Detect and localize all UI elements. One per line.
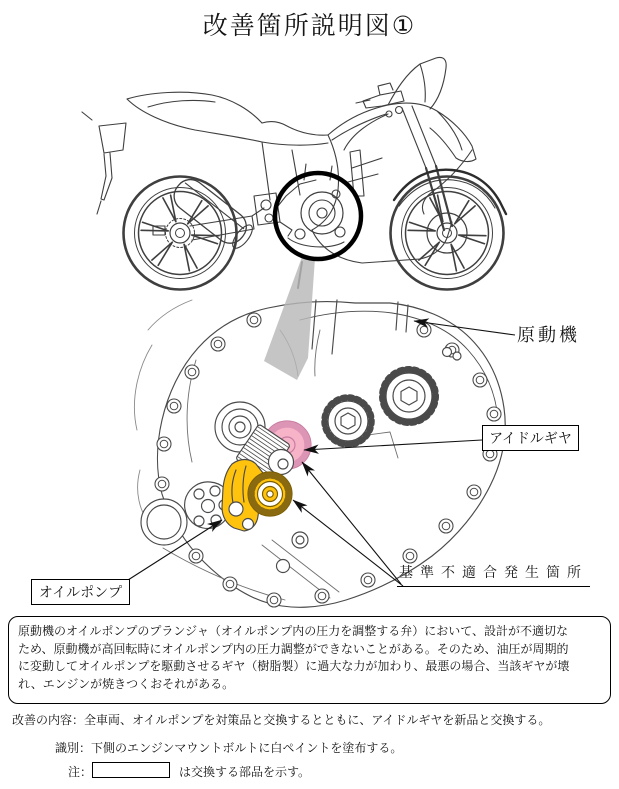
identification-text: 下側のエンジンマウントボルトに白ペイントを塗布する。: [91, 741, 403, 755]
label-defect-location: 基準不適合発生箇所: [397, 562, 590, 587]
label-idle-gear: アイドルギヤ: [482, 425, 579, 451]
label-engine: 原動機: [517, 325, 580, 345]
defect-description-box: [8, 616, 611, 704]
identification-label: 識別：: [55, 741, 92, 755]
note-row: [68, 762, 310, 780]
note-text: は交換する部品を示す。: [179, 765, 311, 779]
legend-swatch: [92, 762, 170, 778]
page-title: 改善箇所説明図①: [202, 12, 417, 40]
description-line: に変動してオイルポンプを駆動させるギヤ（樹脂製）に過大な力が加わり、最悪の場合、当該ギヤが壊: [18, 659, 570, 673]
description-line: れ、エンジンが焼きつくおそれがある。: [18, 676, 235, 691]
description-line: ため、原動機が高回転時にオイルポンプ内の圧力調整ができないことがある。そのため、油圧が周期的: [18, 641, 569, 656]
note-label: 注：: [68, 765, 93, 779]
cam-gear-large: [383, 370, 436, 423]
description-line: 原動機のオイルポンプのプランジャ（オイルポンプ内の圧力を調整する弁）において、設計が不適切な: [18, 624, 569, 638]
rear-wheel: [124, 177, 237, 290]
label-oil-pump: オイルポンプ: [31, 579, 130, 605]
improvement-row: [12, 711, 550, 728]
identification-row: [55, 739, 402, 756]
motorcycle-drawing: [82, 57, 506, 289]
improvement-text: 全車両、オイルポンプを対策品と交換するとともに、アイドルギヤを新品と交換する。: [84, 713, 551, 727]
front-wheel: [391, 177, 504, 290]
cam-gear-small: [325, 398, 372, 445]
improvement-label: 改善の内容：: [12, 713, 85, 727]
